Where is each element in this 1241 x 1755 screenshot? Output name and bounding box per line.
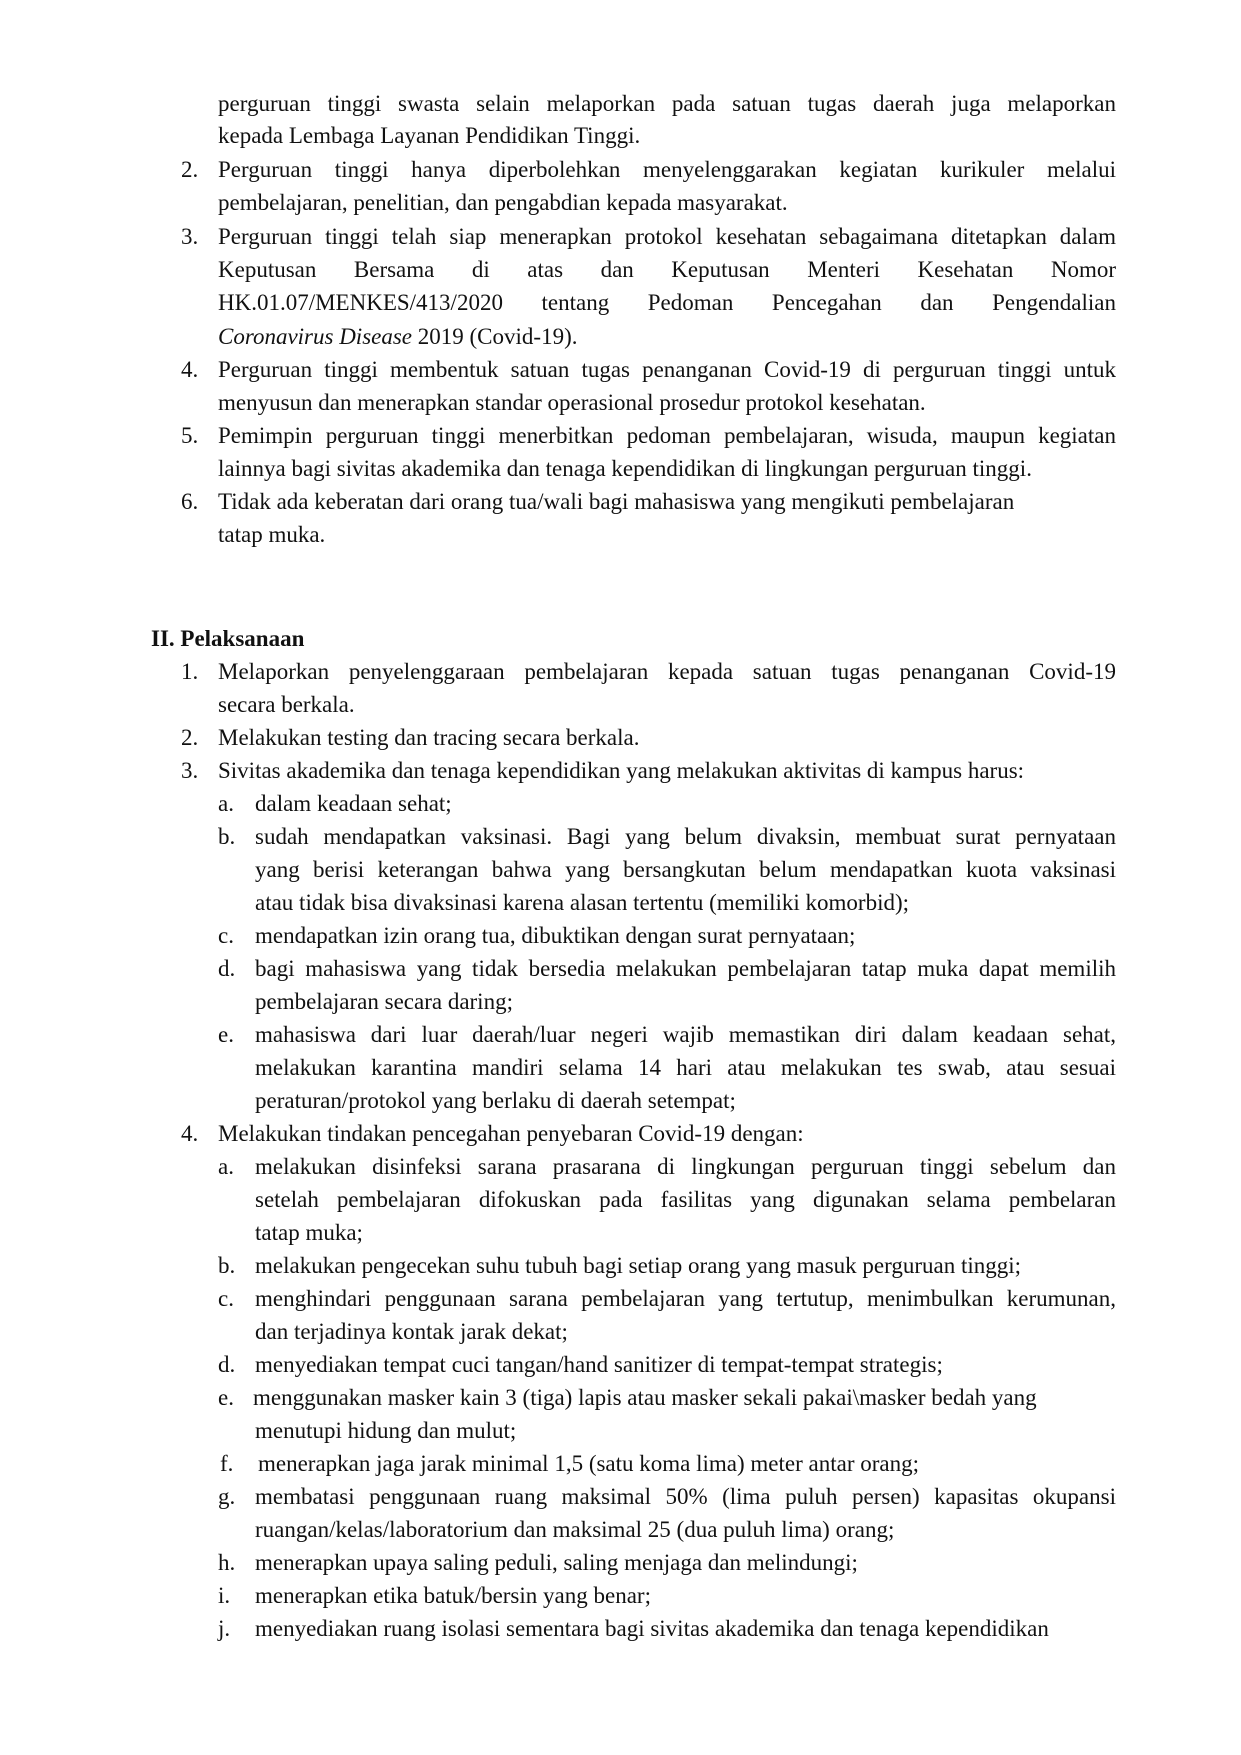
sub-item-letter: f. xyxy=(220,1451,234,1476)
sub-item-line: bagi mahasiswa yang tidak bersedia melakukan pembelajaran tatap muka dapat memilih xyxy=(255,956,1116,981)
sub-item-line: pembelajaran secara daring; xyxy=(255,989,513,1014)
list-item-line: Perguruan tinggi telah siap menerapkan protokol kesehatan sebagaimana ditetapkan dalam xyxy=(218,224,1116,249)
list-item-line: Perguruan tinggi hanya diperbolehkan menyelenggarakan kegiatan kurikuler melalui xyxy=(218,157,1116,182)
sub-item-line: melakukan pengecekan suhu tubuh bagi setiap orang yang masuk perguruan tinggi; xyxy=(255,1253,1022,1278)
list-item-number: 4. xyxy=(181,1121,199,1146)
list-item-line: Melaporkan penyelenggaraan pembelajaran kepada satuan tugas penanganan Covid-19 xyxy=(218,659,1116,684)
list-item-number: 1. xyxy=(181,659,199,684)
sub-item-line: menyediakan tempat cuci tangan/hand sanitizer di tempat-tempat strategis; xyxy=(255,1352,943,1377)
list-item-tail: 2019 (Covid-19). xyxy=(412,324,578,349)
list-item-line: Perguruan tinggi membentuk satuan tugas penanganan Covid-19 di perguruan tinggi untuk xyxy=(218,357,1116,382)
list-item-line: menyusun dan menerapkan standar operasional prosedur protokol kesehatan. xyxy=(218,390,926,415)
sub-item-letter: c. xyxy=(218,1286,234,1311)
preamble-line-1: perguruan tinggi swasta selain melaporkan pada satuan tugas daerah juga melaporkan xyxy=(218,91,1116,116)
list-item-line: tatap muka. xyxy=(218,522,326,547)
sub-item-letter: d. xyxy=(218,956,236,981)
sub-item-line: menutupi hidung dan mulut; xyxy=(255,1418,517,1443)
sub-item-line: atau tidak bisa divaksinasi karena alasan tertentu (memiliki komorbid); xyxy=(255,890,910,915)
sub-item-line: mendapatkan izin orang tua, dibuktikan dengan surat pernyataan; xyxy=(255,923,856,948)
list-item-line: Pemimpin perguruan tinggi menerbitkan pedoman pembelajaran, wisuda, maupun kegiatan xyxy=(218,423,1116,448)
list-item-line: lainnya bagi sivitas akademika dan tenaga kependidikan di lingkungan perguruan tinggi. xyxy=(218,456,1032,481)
sub-item-line: tatap muka; xyxy=(255,1220,363,1245)
sub-item-letter: c. xyxy=(218,923,234,948)
sub-item-line: menerapkan etika batuk/bersin yang benar; xyxy=(255,1583,651,1608)
sub-item-line: melakukan karantina mandiri selama 14 hari atau melakukan tes swab, atau sesuai xyxy=(255,1055,1116,1080)
list-item-line: Melakukan testing dan tracing secara berkala. xyxy=(218,725,640,750)
list-item-number: 5. xyxy=(181,423,199,448)
sub-item-line: dan terjadinya kontak jarak dekat; xyxy=(255,1319,568,1344)
list-item-line: pembelajaran, penelitian, dan pengabdian kepada masyarakat. xyxy=(218,190,788,215)
sub-item-line: setelah pembelajaran difokuskan pada fasilitas yang digunakan selama pembelaran xyxy=(255,1187,1116,1212)
sub-item-letter: d. xyxy=(218,1352,236,1377)
italic-term: Coronavirus Disease xyxy=(218,324,413,349)
list-item-line: Tidak ada keberatan dari orang tua/wali bagi mahasiswa yang mengikuti pembelajaran xyxy=(218,489,1015,514)
list-item-number: 4. xyxy=(181,357,199,382)
sub-item-letter: a. xyxy=(218,1154,234,1179)
sub-item-line: menggunakan masker kain 3 (tiga) lapis atau masker sekali pakai\masker bedah yang xyxy=(253,1385,1037,1410)
sub-item-letter: e. xyxy=(218,1022,234,1047)
list-item-line: Sivitas akademika dan tenaga kependidikan yang melakukan aktivitas di kampus harus: xyxy=(218,758,1025,783)
section-heading: II. Pelaksanaan xyxy=(151,626,305,651)
sub-item-line: yang berisi keterangan bahwa yang bersangkutan belum mendapatkan kuota vaksinasi xyxy=(255,857,1116,882)
sub-item-letter: e. xyxy=(218,1385,234,1410)
preamble-line-2: kepada Lembaga Layanan Pendidikan Tinggi. xyxy=(218,123,641,148)
list-item-line: Melakukan tindakan pencegahan penyebaran Covid-19 dengan: xyxy=(218,1121,804,1146)
sub-item-line: menghindari penggunaan sarana pembelajaran yang tertutup, menimbulkan kerumunan, xyxy=(255,1286,1116,1311)
list-item-number: 6. xyxy=(181,489,199,514)
sub-item-letter: a. xyxy=(218,791,234,816)
sub-item-line: mahasiswa dari luar daerah/luar negeri wajib memastikan diri dalam keadaan sehat, xyxy=(255,1022,1116,1047)
sub-item-line: menerapkan upaya saling peduli, saling menjaga dan melindungi; xyxy=(255,1550,858,1575)
list-item-number: 2. xyxy=(181,157,199,182)
list-item-number: 3. xyxy=(181,758,199,783)
list-item-line: Keputusan Bersama di atas dan Keputusan Menteri Kesehatan Nomor xyxy=(218,257,1116,282)
sub-item-letter: b. xyxy=(218,1253,236,1278)
sub-item-letter: j. xyxy=(218,1616,231,1641)
list-item-line xyxy=(218,320,577,353)
sub-item-letter: b. xyxy=(218,824,236,849)
list-item-line: secara berkala. xyxy=(218,692,355,717)
list-item-number: 3. xyxy=(181,224,199,249)
list-item-number: 2. xyxy=(181,725,199,750)
sub-item-letter: h. xyxy=(218,1550,236,1575)
sub-item-letter: g. xyxy=(218,1484,236,1509)
sub-item-line: membatasi penggunaan ruang maksimal 50% (lima puluh persen) kapasitas okupansi xyxy=(255,1484,1116,1509)
sub-item-line: menyediakan ruang isolasi sementara bagi sivitas akademika dan tenaga kependidikan xyxy=(255,1616,1049,1641)
list-item-line: HK.01.07/MENKES/413/2020 tentang Pedoman Pencegahan dan Pengendalian xyxy=(218,290,1116,315)
sub-item-line: sudah mendapatkan vaksinasi. Bagi yang belum divaksin, membuat surat pernyataan xyxy=(255,824,1116,849)
sub-item-letter: i. xyxy=(218,1583,231,1608)
sub-item-line: peraturan/protokol yang berlaku di daerah setempat; xyxy=(255,1088,736,1113)
sub-item-line: ruangan/kelas/laboratorium dan maksimal 25 (dua puluh lima) orang; xyxy=(255,1517,895,1542)
sub-item-line: menerapkan jaga jarak minimal 1,5 (satu koma lima) meter antar orang; xyxy=(258,1451,919,1476)
sub-item-line: melakukan disinfeksi sarana prasarana di lingkungan perguruan tinggi sebelum dan xyxy=(255,1154,1116,1179)
sub-item-line: dalam keadaan sehat; xyxy=(255,791,452,816)
